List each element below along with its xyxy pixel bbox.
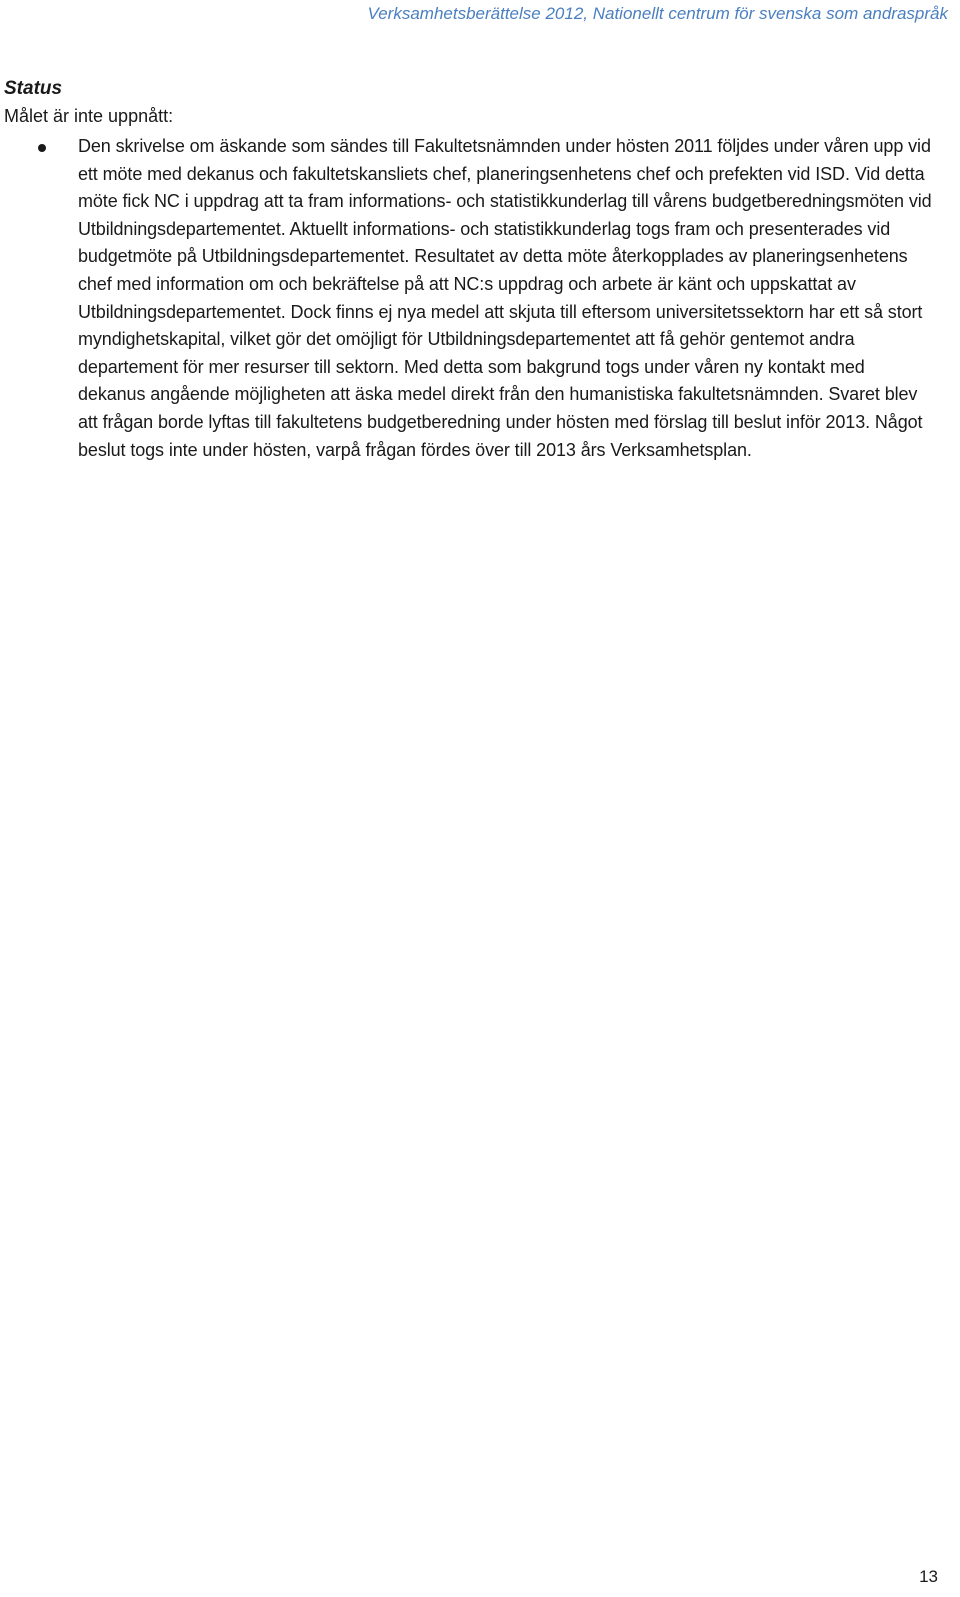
section-heading: Status: [4, 78, 63, 99]
page-number: 13: [919, 1567, 938, 1586]
status-line: Målet är inte uppnått:: [4, 106, 174, 126]
bullet-text: Den skrivelse om äskande som sändes till Fakultetsnämnden under hösten 2011 följdes under våren upp vid ett möte med dekanus och fakultetskansliets chef, planeringsenhetens chef och prefekten vid ISD. Vid detta möte fick NC i uppdrag att ta fram informations- och statistikkunderlag till vårens budgetberedningsmöten vid Utbildningsdepartementet. Aktuellt informations- och statistikkunderlag togs fram och presenterades vid budgetmöte på Utbildningsdepartementet. Resultatet av detta möte återkopplades av planeringsenhetens chef med information om och bekräftelse på att NC:s uppdrag och arbete är känt och uppskattat av Utbildningsdepartementet. Dock finns ej nya medel att skjuta till eftersom universitetssektorn har ett så stort myndighetskapital, vilket gör det omöjligt för Utbildningsdepartementet att få gehör gentemot andra departement för mer resurser till sektorn. Med detta som bakgrund togs under våren ny kontakt med dekanus angående möjligheten att äska medel direkt från den humanistiska fakultetsnämnden. Svaret blev att frågan borde lyftas till fakultetens budgetberedning under hösten med förslag till beslut inför 2013. Något beslut togs inte under hösten, varpå frågan fördes över till 2013 års Verksamhetsplan.: [78, 136, 932, 460]
bullet-icon: [38, 144, 46, 152]
list-item: [0, 133, 940, 464]
bullet-list: [0, 133, 940, 464]
running-header: Verksamhetsberättelse 2012, Nationellt centrum för svenska som andraspråk: [367, 4, 948, 23]
